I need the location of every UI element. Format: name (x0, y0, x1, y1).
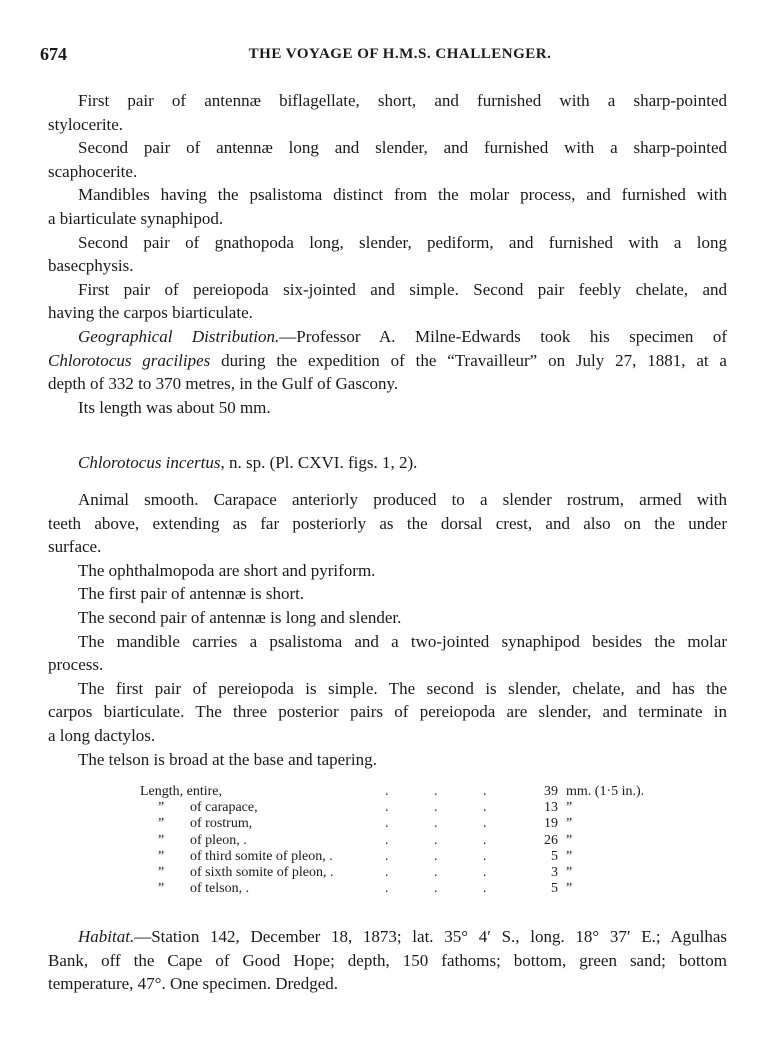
text-run: scaphocerite. (48, 161, 138, 181)
measurement-unit: ” (566, 864, 573, 880)
italic-text: Habitat. (78, 927, 135, 946)
paragraph (48, 606, 727, 630)
text-line (48, 724, 727, 748)
page-number: 674 (40, 44, 67, 64)
text-line (48, 278, 727, 302)
text-run: surface. (48, 537, 102, 557)
measurement-value: 13 (544, 800, 558, 816)
text-line (48, 396, 727, 420)
text-line (48, 372, 727, 396)
text-run: First pair of antennæ biflagellate, short, and furnished with a sharp-pointed (78, 91, 727, 110)
species-heading (78, 451, 417, 475)
measurement-unit: mm. (1·5 in.). (566, 784, 645, 799)
text-line (48, 949, 727, 973)
measurement-label: of rostrum, (190, 816, 253, 832)
text-run: The mandible carries a psalistoma and a two-jointed synaphipod besides the molar (78, 631, 727, 651)
section-chlorotocus-incertus (48, 488, 727, 771)
measurement-label: of sixth somite of pleon, . (190, 864, 334, 880)
text-run: , n. sp. (Pl. CXVI. figs. 1, 2). (220, 453, 418, 472)
text-line (48, 630, 727, 654)
text-line (48, 349, 727, 373)
text-line (48, 183, 727, 207)
measurement-value: 3 (551, 864, 558, 880)
text-run: The first pair of antennæ is short. (78, 584, 305, 604)
text-line (48, 677, 727, 701)
text-line (48, 160, 727, 184)
ditto-mark: ” (158, 816, 165, 832)
text-run: process. (48, 655, 104, 675)
measurement-unit: ” (566, 848, 573, 864)
text-run: The first pair of pereiopoda is simple. The second is slender, chelate, and has the (78, 678, 727, 698)
measurement-unit: ” (566, 800, 573, 816)
text-line (48, 700, 727, 724)
text-line (48, 207, 727, 231)
paragraph (48, 488, 727, 559)
italic-text: Chlorotocus gracilipes (48, 350, 211, 370)
text-run: temperature, 47°. One specimen. Dredged. (48, 974, 339, 994)
text-run: —Professor A. Milne-Edwards took his specimen of (279, 326, 727, 346)
text-line (48, 325, 727, 349)
text-line (48, 231, 727, 255)
text-run: carpos biarticulate. The three posterior pairs of pereiopoda are slender, and terminate in (48, 702, 727, 722)
text-line (48, 748, 727, 772)
measurement-value: 19 (544, 816, 558, 832)
text-line (48, 488, 727, 512)
leader-dots: . . . (385, 864, 487, 880)
text-run: Bank, off the Cape of Good Hope; depth, 150 fathoms; bottom, green sand; bottom (48, 950, 727, 970)
ditto-mark: ” (158, 864, 165, 880)
text-run: Mandibles having the psalistoma distinct from the molar process, and furnished with (78, 185, 727, 205)
measurement-label: of carapace, (190, 800, 258, 816)
section-chlorotocus-gracilipes (48, 89, 727, 419)
text-run: having the carpos biarticulate. (48, 303, 253, 323)
text-run: a biarticulate synaphipod. (48, 208, 224, 228)
text-run: depth of 332 to 370 metres, in the Gulf of Gascony. (48, 374, 399, 394)
text-line (48, 925, 727, 949)
habitat-paragraph (48, 925, 727, 996)
paragraph (48, 582, 727, 606)
text-run: —Station 142, December 18, 1873; lat. 35° 4′ S., long. 18° 37′ E.; Agulhas (134, 927, 727, 946)
text-line (48, 582, 727, 606)
paragraph (48, 89, 727, 136)
measurement-value: 5 (551, 881, 558, 897)
text-run: The second pair of antennæ is long and slender. (78, 607, 402, 627)
paragraph (48, 925, 727, 996)
text-run: teeth above, extending as far posteriorly as the dorsal crest, and also on the under (48, 513, 727, 533)
measurement-value: 5 (551, 848, 558, 864)
text-line (78, 451, 417, 475)
measurement-unit: ” (566, 832, 573, 848)
paragraph (48, 231, 727, 278)
text-run: Animal smooth. Carapace anteriorly produced to a slender rostrum, armed with (78, 490, 727, 509)
ditto-mark: ” (158, 832, 165, 848)
text-line (48, 301, 727, 325)
text-line (48, 254, 727, 278)
paragraph (48, 630, 727, 677)
paragraph (48, 396, 727, 420)
running-title: THE VOYAGE OF H.M.S. CHALLENGER. (248, 46, 552, 62)
text-line (48, 535, 727, 559)
text-line (48, 512, 727, 536)
text-line (48, 606, 727, 630)
measurement-unit: ” (566, 816, 573, 832)
paragraph (48, 677, 727, 748)
leader-dots: . . . (385, 848, 487, 864)
italic-text: Chlorotocus incertus (78, 453, 221, 472)
text-run: stylocerite. (48, 114, 124, 134)
paragraph (48, 748, 727, 772)
text-line (48, 136, 727, 160)
paragraph (48, 183, 727, 230)
ditto-mark: ” (158, 800, 165, 816)
italic-text: Geographical Distribution. (78, 326, 280, 346)
measurement-value: 26 (544, 832, 558, 848)
leader-dots: . . . (385, 800, 487, 816)
leader-dots: . . . (385, 784, 487, 799)
text-line (48, 972, 727, 996)
measurement-label: of telson, . (190, 881, 250, 897)
measurement-value: 39 (544, 784, 558, 799)
leader-dots: . . . (385, 832, 487, 848)
text-run: Second pair of gnathopoda long, slender, pediform, and furnished with a long (78, 232, 727, 252)
paragraph (48, 559, 727, 583)
leader-dots: . . . (385, 816, 487, 832)
text-line (48, 653, 727, 677)
ditto-mark: ” (158, 848, 165, 864)
paragraph (48, 325, 727, 396)
text-run: The telson is broad at the base and tapering. (78, 749, 377, 769)
leader-dots: . . . (385, 881, 487, 897)
paragraph (48, 278, 727, 325)
text-line (48, 113, 727, 137)
text-line (48, 559, 727, 583)
text-run: basecphysis. (48, 256, 134, 276)
measurement-label: Length, entire, (140, 784, 223, 799)
measurement-unit: ” (566, 881, 573, 897)
text-run: Second pair of antennæ long and slender, and furnished with a sharp-pointed (78, 138, 727, 158)
text-run: during the expedition of the “Travailleur” on July 27, 1881, at a (210, 350, 727, 370)
measurement-label: of third somite of pleon, . (190, 848, 333, 864)
text-run: Its length was about 50 mm. (78, 397, 271, 417)
text-run: The ophthalmopoda are short and pyriform. (78, 560, 376, 580)
paragraph (48, 136, 727, 183)
text-run: a long dactylos. (48, 725, 156, 745)
text-run: First pair of pereiopoda six-jointed and simple. Second pair feebly chelate, and (78, 279, 727, 299)
measurement-label: of pleon, . (190, 832, 247, 848)
text-line (48, 89, 727, 113)
ditto-mark: ” (158, 881, 165, 897)
